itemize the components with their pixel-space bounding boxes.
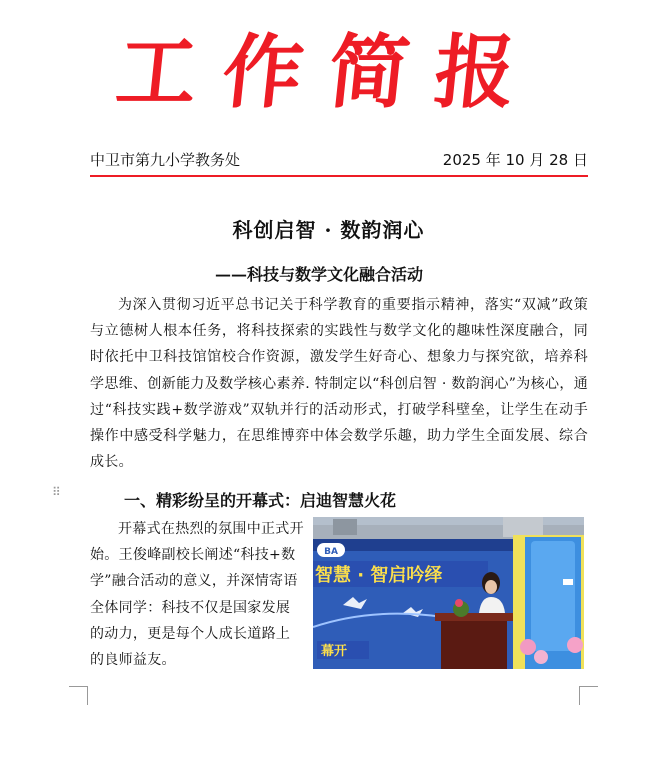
ceremony-photo[interactable] bbox=[313, 517, 584, 669]
masthead-title: 工作简报 bbox=[111, 25, 546, 119]
ba-badge: BA bbox=[324, 547, 338, 557]
issue-date: 2025 年 10 月 28 日 bbox=[442, 150, 588, 169]
intro-text: 为深入贯彻习近平总书记关于科学教育的重要指示精神，落实“双减”政策与立德树人根本任务，将科技探索的实践性与数学文化的趣味性深度融合，同时依托中卫科技馆馆校合作资源，激发学生好奇心、想象力与探究欲，培养科学思维、创新能力及数学核心素养. 特制定以“科创启智 · 数韵润心”为核心，通过“科技实践+数学游戏”双轨并行的活动形式，打破学科壁垒，让学生在动手操作中感受科学魅力，在思维博弈中体会数学乐趣，助力学生全面发展、综合成长。 bbox=[90, 297, 588, 471]
section-text: 开幕式在热烈的氛围中正式开始。王俊峰副校长阐述“科技+数学”融合活动的意义，并深情寄语全体同学：科技不仅是国家发展的动力，更是每个人成长道路上的良师益友。 bbox=[90, 521, 304, 669]
page-corner-mark-left bbox=[69, 686, 88, 705]
red-divider bbox=[90, 175, 588, 177]
banner-text: 智慧 · 智启吟绎 bbox=[315, 565, 443, 586]
section-heading: 一、精彩纷呈的开幕式：启迪智慧火花 bbox=[124, 491, 397, 510]
page-corner-mark-right bbox=[579, 686, 598, 705]
section-paragraph bbox=[90, 516, 304, 673]
intro-paragraph bbox=[90, 292, 588, 475]
drag-handle-icon[interactable]: ⠿ bbox=[52, 485, 60, 499]
article-subtitle: ——科技与数学文化融合活动 bbox=[215, 265, 424, 284]
masthead bbox=[0, 22, 657, 132]
issuer: 中卫市第九小学教务处 bbox=[90, 150, 241, 169]
sign-text: 幕开 bbox=[321, 644, 348, 659]
article-title: 科创启智 · 数韵润心 bbox=[232, 218, 425, 242]
issue-info bbox=[90, 147, 588, 171]
ceremony-photo-drawing bbox=[313, 517, 584, 669]
